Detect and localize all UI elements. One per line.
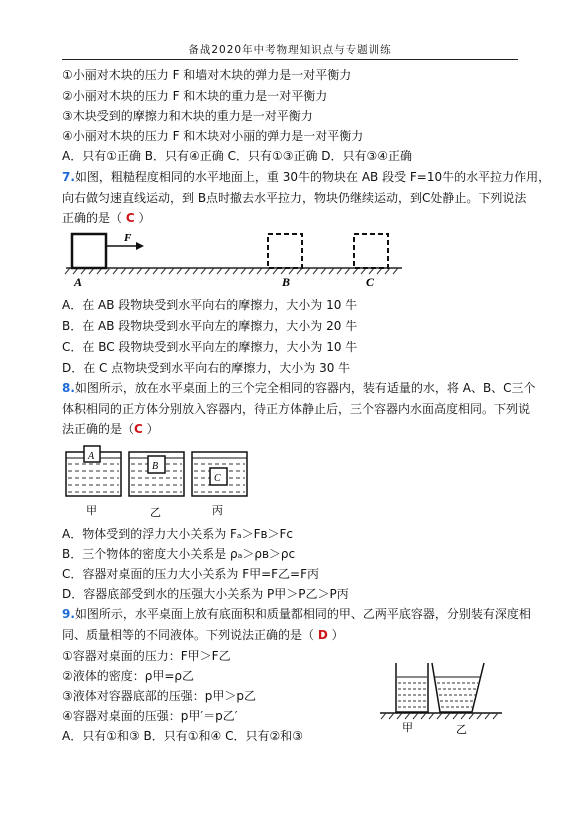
- q6-statement-1: ①小丽对木块的压力 F 和墙对木块的弹力是一对平衡力: [62, 68, 352, 82]
- table-hatching: [381, 713, 498, 719]
- q9-stem-line-2: [62, 627, 344, 643]
- q6-statement-4: ④小丽对木块的压力 F 和木块对小丽的弹力是一对平衡力: [62, 129, 364, 143]
- q9-options: A．只有①和③ B．只有①和④ C．只有②和③: [62, 729, 303, 743]
- point-a-label: A: [74, 275, 83, 289]
- q7-answer: C: [125, 211, 135, 225]
- page-header: 备战2020年中考物理知识点与专题训练: [188, 44, 392, 56]
- q7-option-b: B．在 AB 段物块受到水平向左的摩擦力，大小为 20 牛: [62, 319, 358, 333]
- q9-statement-3: ③液体对容器底部的压强：p甲＞p乙: [62, 689, 256, 703]
- point-c-label: C: [366, 275, 375, 289]
- label-jia: 甲: [86, 504, 97, 517]
- block-at-c: [354, 234, 388, 268]
- container-yi: [129, 452, 184, 496]
- q8-stem-text-1: 如图所示，放在水平桌面上的三个完全相同的容器内，装有适量的水，将 A、B、C三个: [74, 381, 536, 395]
- q7-stem-text-1: 如图，粗糙程度相同的水平地面上，重 30牛的物块在 AB 段受 F=10牛的水平拉力作用，: [74, 170, 551, 184]
- q9-stem-line-1: [62, 606, 531, 622]
- q6-statement-2: ②小丽对木块的压力 F 和木块的重力是一对平衡力: [62, 89, 328, 103]
- container-bing: [192, 452, 247, 496]
- cube-a-label: A: [88, 451, 95, 462]
- q9-stem-text-1: 如图所示，水平桌面上放有底面积和质量都相同的甲、乙两平底容器，分别装有深度相: [74, 607, 531, 621]
- force-arrowhead: [136, 242, 144, 250]
- q7-figure: [64, 228, 404, 290]
- q8-stem-text-3: 法正确的是（: [62, 422, 135, 436]
- block-at-a: [72, 234, 106, 268]
- q8-option-c: C．容器对桌面的压力大小关系为 F甲=F乙=F丙: [62, 567, 320, 581]
- label-yi: 乙: [456, 723, 467, 736]
- label-jia: 甲: [402, 721, 413, 734]
- q7-number: 7.: [62, 170, 75, 184]
- q7-stem-text-3: 正确的是（: [62, 211, 126, 225]
- ground-hatching: [65, 268, 398, 274]
- q6-options: A．只有①正确 B．只有④正确 C．只有①③正确 D．只有③④正确: [62, 149, 413, 163]
- q9-stem-text-2: 同、质量相等的不同液体。下列说法正确的是（: [62, 628, 318, 642]
- block-at-b: [268, 234, 302, 268]
- q8-option-b: B．三个物体的密度大小关系是 ρₐ＞ρʙ＞ρc: [62, 547, 296, 561]
- q7-option-d: D．在 C 点物块受到水平向右的摩擦力，大小为 30 牛: [62, 361, 351, 375]
- q9-statement-1: ①容器对桌面的压力：F甲＞F乙: [62, 649, 231, 663]
- container-jia: [66, 446, 121, 496]
- q8-stem-line-1: [62, 380, 536, 396]
- container-yi: [432, 663, 484, 712]
- q8-answer: C: [134, 422, 143, 436]
- header-rule: [62, 59, 518, 60]
- q9-figure: [376, 655, 506, 737]
- q7-stem-line-3: [62, 210, 150, 226]
- cube-c-label: C: [214, 473, 221, 484]
- q7-stem-line-2: 向右做匀速直线运动，到 B点时撤去水平拉力，物块仍继续运动，到C处静止。下列说法: [62, 191, 527, 205]
- q8-figure: [62, 438, 262, 520]
- q6-statement-3: ③木块受到的摩擦力和木块的重力是一对平衡力: [62, 109, 313, 123]
- point-b-label: B: [282, 275, 291, 289]
- q8-number: 8.: [62, 381, 75, 395]
- q8-option-a: A．物体受到的浮力大小关系为 Fₐ＞Fʙ＞Fc: [62, 527, 293, 541]
- q7-option-c: C．在 BC 段物块受到水平向左的摩擦力，大小为 10 牛: [62, 340, 358, 354]
- q8-option-d: D．容器底部受到水的压强大小关系为 P甲＞P乙＞P丙: [62, 587, 349, 601]
- q7-stem-line-1: [62, 169, 550, 185]
- q8-stem-text-3b: ）: [142, 422, 159, 436]
- cube-b-label: B: [152, 461, 159, 472]
- q9-stem-text-2b: ）: [327, 628, 344, 642]
- label-bing: 丙: [212, 504, 223, 517]
- force-label: F: [124, 232, 132, 244]
- q8-stem-line-3: [62, 421, 159, 437]
- q7-stem-text-3b: ）: [134, 211, 151, 225]
- q7-option-a: A．在 AB 段物块受到水平向右的摩擦力，大小为 10 牛: [62, 298, 358, 312]
- label-yi: 乙: [150, 506, 161, 519]
- q8-stem-line-2: 体积相同的正方体分别放入容器内，待正方体静止后，三个容器内水面高度相同。下列说: [62, 402, 531, 416]
- q9-answer: D: [317, 628, 328, 642]
- q9-statement-4: ④容器对桌面的压强：p甲′＝p乙′: [62, 709, 238, 723]
- q9-number: 9.: [62, 607, 75, 621]
- q9-statement-2: ②液体的密度：ρ甲=ρ乙: [62, 669, 195, 683]
- container-jia: [396, 663, 428, 712]
